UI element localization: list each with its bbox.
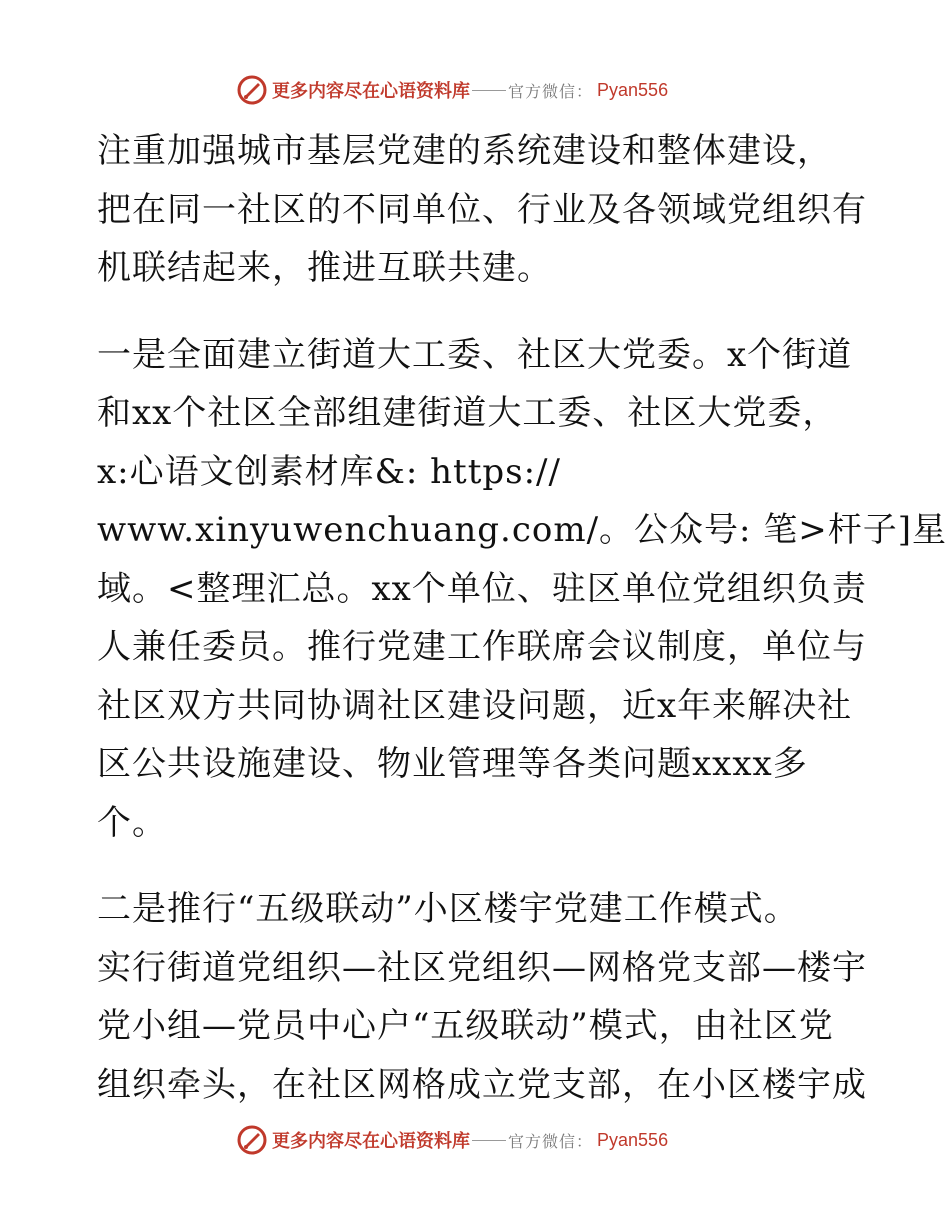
banner-title: 更多内容尽在心语资料库 <box>272 1131 470 1152</box>
text-line: 机联结起来，推进互联共建。 <box>97 248 552 288</box>
text-line: 二是推行“五级联动”小区楼宇党建工作模式。 <box>97 889 799 929</box>
text-line: 区公共设施建设、物业管理等各类问题xxxx多 <box>97 744 808 784</box>
wechat-id: Pyan556 <box>597 79 669 100</box>
text-line: 社区双方共同协调社区建设问题，近x年来解决社 <box>97 685 853 726</box>
paragraph-1 <box>97 122 867 298</box>
text-line: www.xinyuwenchuang.com/。公众号: 笔>杆子]星 <box>97 510 948 550</box>
text-line: 党小组—党员中心户“五级联动”模式，由社区党 <box>97 1006 834 1046</box>
paragraph-3 <box>97 880 867 1114</box>
text-line: 把在同一社区的不同单位、行业及各领域党组织有 <box>97 189 867 230</box>
text-line: x:心语文创素材库&: https:// <box>97 451 561 492</box>
text-line: 注重加强城市基层党建的系统建设和整体建设， <box>97 131 832 171</box>
banner-divider <box>472 1140 506 1141</box>
text-line: 一是全面建立街道大工委、社区大党委。x个街道 <box>97 334 853 375</box>
banner-title: 更多内容尽在心语资料库 <box>272 81 470 102</box>
paragraph-2 <box>97 326 948 853</box>
text-line: 组织牵头，在社区网格成立党支部，在小区楼宇成 <box>97 1064 867 1105</box>
wechat-id: Pyan556 <box>597 1129 669 1150</box>
text-line: 实行街道党组织—社区党组织—网格党支部—楼宇 <box>97 947 867 988</box>
banner-divider <box>472 90 506 91</box>
text-line: 和xx个社区全部组建街道大工委、社区大党委， <box>97 393 838 433</box>
wechat-label: 官方微信： <box>508 1131 594 1151</box>
text-line: 个。 <box>97 802 167 843</box>
document-body <box>97 122 948 1114</box>
quill-seal-icon <box>236 1124 268 1156</box>
text-line: 人兼任委员。推行党建工作联席会议制度，单位与 <box>97 627 867 667</box>
quill-seal-icon <box>236 74 268 106</box>
text-line: 域。<整理汇总。xx个单位、驻区单位党组织负责 <box>97 568 867 609</box>
header-banner <box>236 72 668 108</box>
footer-banner <box>236 1122 668 1158</box>
wechat-label: 官方微信： <box>508 81 594 101</box>
